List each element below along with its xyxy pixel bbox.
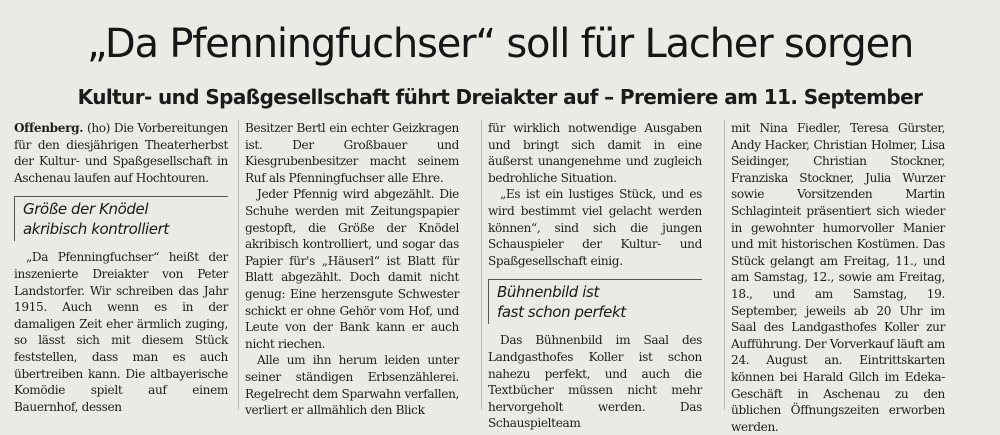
body-paragraph: Alle um ihn herum leiden unter seiner ständigen Erbsenzählerei. Regelrecht dem Sparwahn verfallen, verliert er allmählich den Blick [245, 353, 459, 418]
intertitle-line: Größe der Knödel [23, 200, 149, 219]
subheadline: Kultur- und Spaßgesellschaft führt Dreiakter auf – Premiere am 11. September [77, 85, 923, 109]
body-paragraph: für wirklich notwendige Ausgaben und bringt sich damit in eine äußerst unangenehme und zugleich bedrohliche Situation. [488, 121, 702, 185]
intertitle-line: fast schon perfekt [497, 303, 626, 322]
intertitle [488, 279, 702, 324]
body-paragraph: „Es ist ein lustiges Stück, und es wird bestimmt viel gelacht werden können“, sind sich die jungen Schauspieler der Kultur- und Spaßgesellschaft einig. [488, 187, 702, 268]
body-paragraph: Das Bühnenbild im Saal des Landgasthofes Koller ist schon nahezu perfekt, und auch die Textbücher müssen nicht mehr hervorgeholt werden. Das Schauspielteam [488, 333, 702, 431]
intertitle-line: akribisch kontrolliert [23, 220, 169, 239]
body-paragraph: Jeder Pfennig wird abgezählt. Die Schuhe werden mit Zeitungspapier gestopft, die Größe der Knödel akribisch kontrolliert, und sogar das Papier für's „Häuserl“ ist Blatt für Blatt abgezählt. Doch damit nicht genug: Eine herzensgute Schwester schickt er ohne Gehör vom Hof, und Leute von der Bank kann er auch nicht riechen. [245, 187, 459, 351]
dateline: Offenberg. [14, 121, 84, 135]
body-paragraph: mit Nina Fiedler, Teresa Gürster, Andy Hacker, Christian Holmer, Lisa Seidinger, Christian Stockner, Franziska Stockner, Julia Wurzer sowie Vorsitzenden Martin Schlaginteit präsentiert sich wieder in gewohnter humorvoller Manier und mit historischen Kostümen. Das Stück gelangt am Freitag, 11., und am Samstag, 12., sowie am Freitag, 18., und am Samstag, 19. September, jeweils ab 20 Uhr im Saal des Landgasthofes Koller zur Aufführung. Der Vorverkauf läuft am 24. August an. Eintrittskarten können bei Harald Gilch im Edeka-Geschäft in Aschenau zu den üblichen Öffnungszeiten erworben werden. [731, 121, 945, 434]
body-paragraph: Besitzer Bertl ein echter Geizkragen ist. Der Großbauer und Kiesgrubenbesitzer macht seinem Ruf als Pfenningfuchser alle Ehre. [245, 121, 459, 185]
column-rule [238, 120, 239, 410]
article-column-4 [731, 120, 945, 435]
headline: „Da Pfenningfuchser“ soll für Lacher sorgen [86, 21, 914, 67]
column-rule [481, 120, 482, 410]
intertitle [14, 196, 228, 241]
intertitle-line: Bühnenbild ist [497, 283, 599, 302]
body-paragraph: „Da Pfenningfuchser“ heißt der inszenierte Dreiakter von Peter Landstorfer. Wir schreiben das Jahr 1915. Auch wenn es in der damaligen Zeit eher ärmlich zuging, so lässt sich mit diesem Stück feststellen, dass man es auch übertreiben kann. Die altbayerische Komödie spielt auf einem Bauernhof, dessen [14, 250, 228, 414]
lead-text: (ho) Die Vorbereitungen für den diesjährigen Theaterherbst der Kultur- und Spaßgesellschaft in Aschenau laufen auf Hochtouren. [14, 121, 228, 185]
article-column-1 [14, 120, 228, 415]
column-rule [724, 120, 725, 410]
lead-paragraph [14, 120, 228, 186]
article-column-3 [488, 120, 702, 432]
article-column-2 [245, 120, 459, 419]
